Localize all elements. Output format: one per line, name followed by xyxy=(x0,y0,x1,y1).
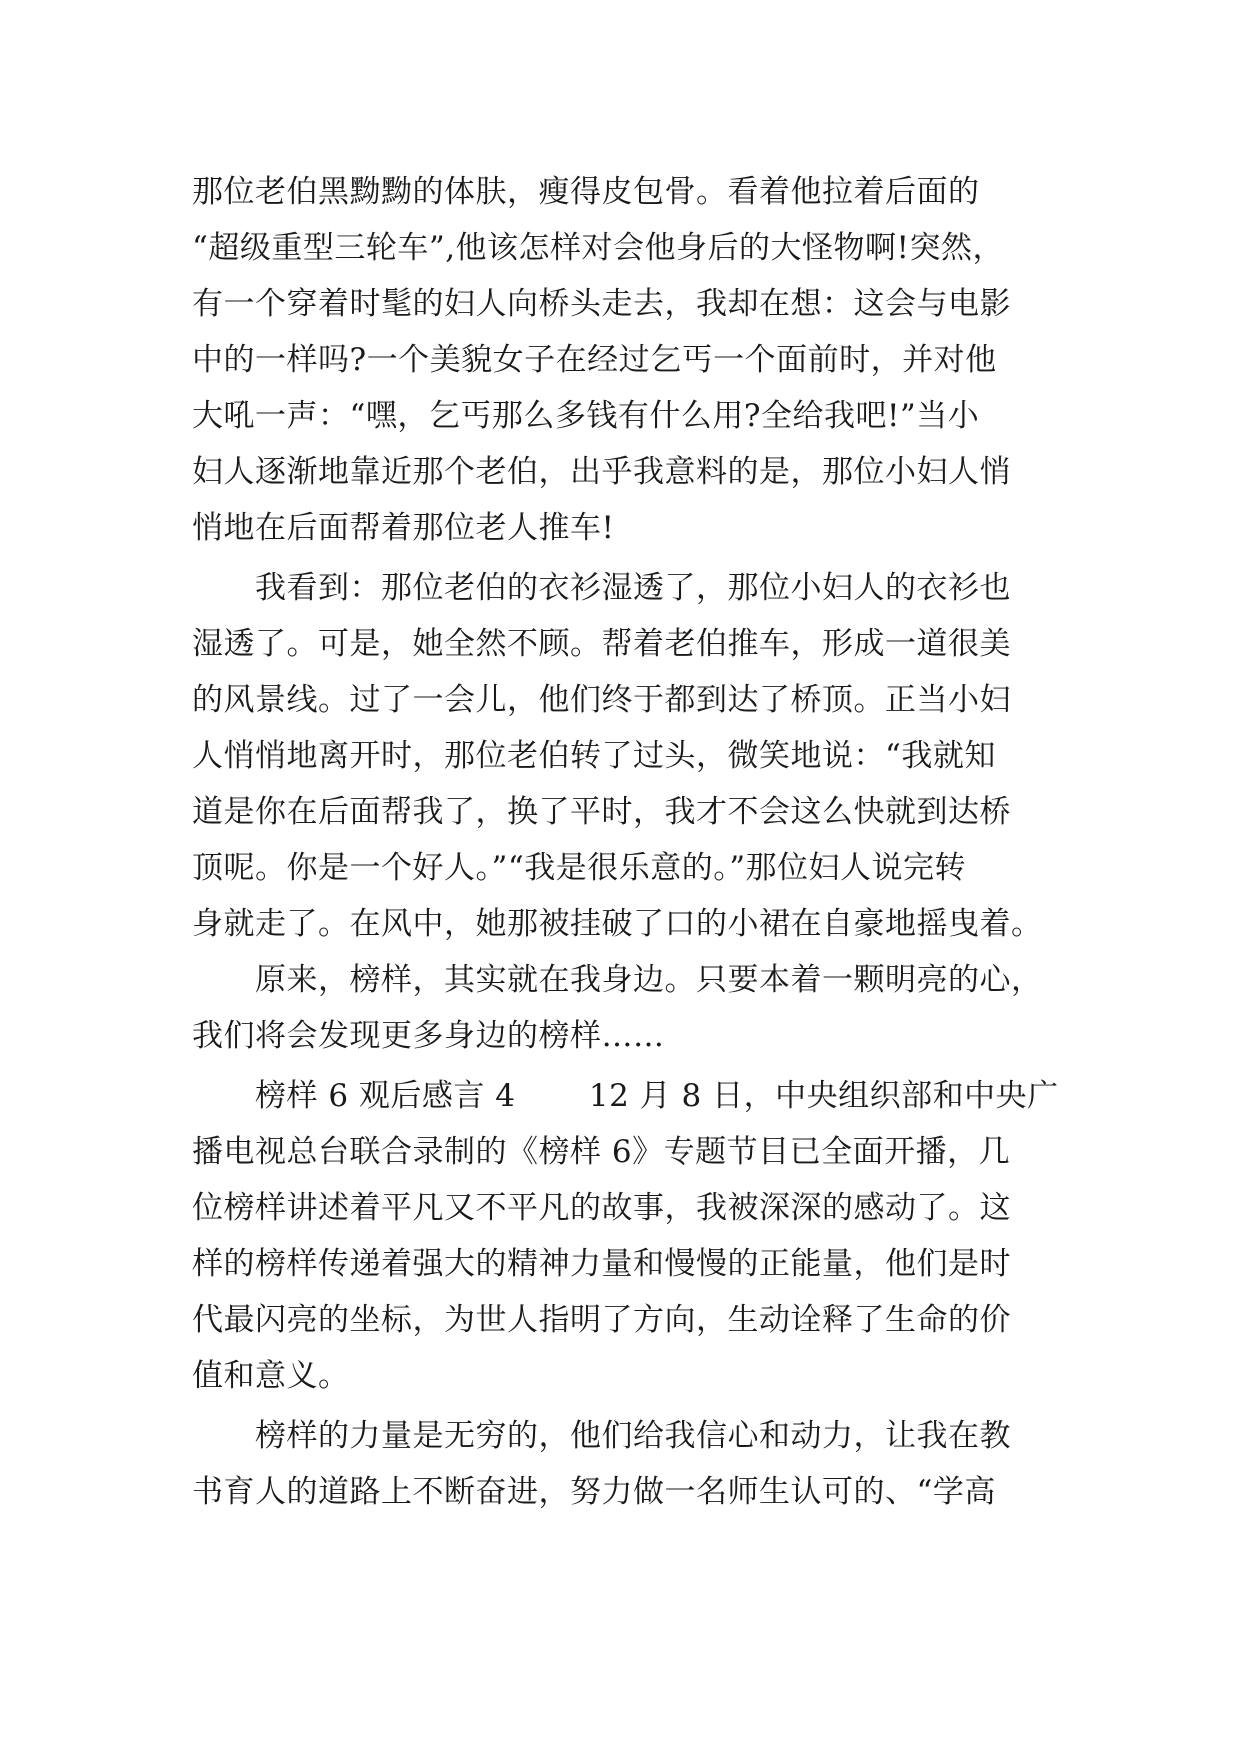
text-line: 妇人逐渐地靠近那个老伯，出乎我意料的是，那位小妇人悄 xyxy=(192,454,1011,490)
text-line: 榜样的力量是无穷的，他们给我信心和动力，让我在教 xyxy=(192,1418,1011,1454)
text-line: 代最闪亮的坐标，为世人指明了方向，生动诠释了生命的价 xyxy=(192,1302,1011,1338)
text-line: 的风景线。过了一会儿，他们终于都到达了桥顶。正当小妇 xyxy=(192,682,1011,718)
text-line: 书育人的道路上不断奋进，努力做一名师生认可的、“学高 xyxy=(192,1474,996,1510)
text-line: 悄地在后面帮着那位老人推车! xyxy=(192,510,615,546)
text-line: 湿透了。可是，她全然不顾。帮着老伯推车，形成一道很美 xyxy=(192,626,1011,662)
text-line: 位榜样讲述着平凡又不平凡的故事，我被深深的感动了。这 xyxy=(192,1190,1011,1226)
text-line: “超级重型三轮车”,他该怎样对会他身后的大怪物啊!突然， xyxy=(192,230,1005,266)
text-line: 顶呢。你是一个好人。”“我是很乐意的。”那位妇人说完转 xyxy=(192,850,967,886)
text-line: 人悄悄地离开时，那位老伯转了过头，微笑地说：“我就知 xyxy=(192,738,996,774)
text-line: 样的榜样传递着强大的精神力量和慢慢的正能量，他们是时 xyxy=(192,1246,1011,1282)
text-line: 道是你在后面帮我了，换了平时，我才不会这么快就到达桥 xyxy=(192,794,1011,830)
text-line: 我们将会发现更多身边的榜样…… xyxy=(192,1018,665,1054)
text-line: 我看到：那位老伯的衣衫湿透了，那位小妇人的衣衫也 xyxy=(192,570,1011,606)
text-line: 大吼一声：“嘿，乞丐那么多钱有什么用?全给我吧!”当小 xyxy=(192,398,980,434)
text-line: 中的一样吗?一个美貌女子在经过乞丐一个面前时，并对他 xyxy=(192,342,997,378)
text-line: 有一个穿着时髦的妇人向桥头走去，我却在想：这会与电影 xyxy=(192,286,1011,322)
text-line: 榜样 6 观后感言 4 12 月 8 日，中央组织部和中央广 xyxy=(192,1078,1059,1114)
text-line: 原来，榜样，其实就在我身边。只要本着一颗明亮的心， xyxy=(192,962,1043,998)
text-line: 值和意义。 xyxy=(192,1358,350,1394)
text-line: 身就走了。在风中，她那被挂破了口的小裙在自豪地摇曳着。 xyxy=(192,906,1043,942)
text-line: 那位老伯黑黝黝的体肤，瘦得皮包骨。看着他拉着后面的 xyxy=(192,174,980,210)
text-line: 播电视总台联合录制的《榜样 6》专题节目已全面开播，几 xyxy=(192,1134,1011,1170)
